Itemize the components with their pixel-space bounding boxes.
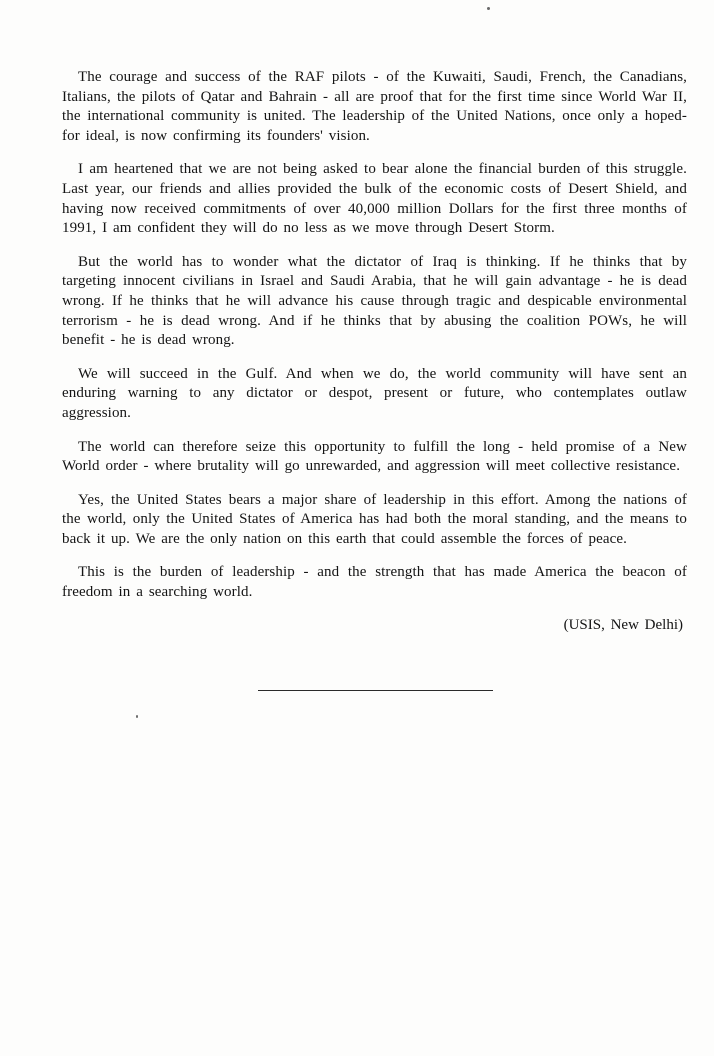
paragraph-us-leadership: Yes, the United States bears a major share of leadership in this effort. Among the nations of the world, only the United States of America has had both the moral standing, and the means to back it up. We are the only nation on this earth that could assemble the forces of peace. <box>62 491 687 547</box>
paragraph-burden-of-leadership: This is the burden of leadership - and the strength that has made America the beacon of freedom in a searching world. <box>62 564 687 601</box>
paragraph-succeed-in-gulf: We will succeed in the Gulf. And when we do, the world community will have sent an enduring warning to any dictator or despot, present or future, who contemplates outlaw aggression. <box>62 365 687 421</box>
scan-speck <box>136 715 138 718</box>
scan-speck <box>487 7 490 10</box>
document-body <box>62 68 687 603</box>
paragraph-new-world-order: The world can therefore seize this opportunity to fulfill the long - held promise of a New World order - where brutality will go unrewarded, and aggression will meet collective resistance. <box>62 438 687 475</box>
attribution: (USIS, New Delhi) <box>563 616 683 633</box>
paragraph-financial-burden: I am heartened that we are not being asked to bear alone the financial burden of this struggle. Last year, our friends and allies provided the bulk of the economic costs of Desert Shield, and having now received commitments of over 40,000 million Dollars for the first three months of 1991, I am confident they will do no less as we move through Desert Storm. <box>62 161 687 237</box>
paragraph-dictator-of-iraq: But the world has to wonder what the dictator of Iraq is thinking. If he thinks that by targeting innocent civilians in Israel and Saudi Arabia, that he will gain advantage - he is dead wrong. If he thinks that he will advance his cause through tragic and despicable environmental terrorism - he is dead wrong. And if he thinks that by abusing the coalition POWs, he will benefit - he is dead wrong. <box>62 253 687 349</box>
paragraph-raf-pilots: The courage and success of the RAF pilots - of the Kuwaiti, Saudi, French, the Canadians, Italians, the pilots of Qatar and Bahrain - all are proof that for the first time since World War II, the international community is united. The leadership of the United Nations, once only a hoped-for ideal, is now confirming its founders' vision. <box>62 69 687 144</box>
signature-line <box>258 690 493 691</box>
